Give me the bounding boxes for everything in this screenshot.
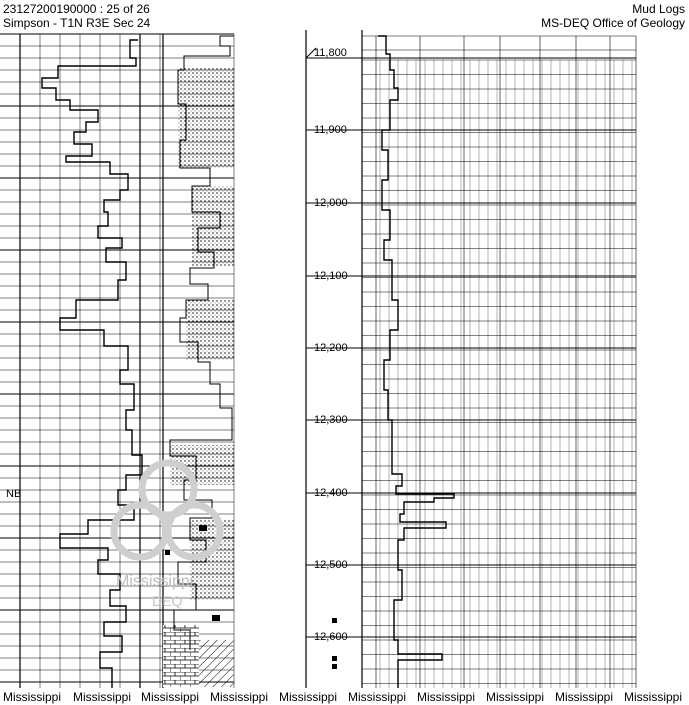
footer-watermark-label: Mississippi — [486, 690, 545, 704]
footer-watermark-label: Mississippi — [73, 690, 132, 704]
right-log-dark-mark — [332, 656, 337, 661]
footer-watermark-label: Mississippi — [555, 690, 614, 704]
footer-watermark-label: Mississippi — [141, 690, 200, 704]
watermark-subtext: DEQ — [152, 593, 183, 609]
footer-watermark-label: Mississippi — [210, 690, 269, 704]
lithology-dark-mark — [212, 615, 220, 621]
lithology-dark-mark — [199, 525, 207, 531]
right-log-dark-mark — [332, 618, 337, 623]
footer-watermark-label: Mississippi — [348, 690, 407, 704]
depth-label: 12,200 — [314, 342, 348, 354]
depth-label: 12,100 — [314, 270, 348, 282]
lithology-dotted-fill — [170, 445, 234, 485]
agency-label: MS-DEQ Office of Geology — [541, 16, 685, 30]
depth-label: 12,500 — [314, 559, 348, 571]
depth-label: 11,800 — [314, 47, 347, 59]
footer-watermark-label: Mississippi — [624, 690, 683, 704]
depth-label: 12,000 — [314, 197, 348, 209]
drill-rate-curve — [42, 40, 142, 688]
lithology-dotted-fill — [186, 300, 234, 360]
depth-label: 11,900 — [314, 124, 347, 136]
footer-watermark-label: Mississippi — [279, 690, 338, 704]
document-type-label: Mud Logs — [632, 2, 685, 16]
lithology-hatch-pattern — [199, 640, 234, 687]
footer-watermark-label: Mississippi — [3, 690, 62, 704]
depth-label: 12,600 — [314, 631, 348, 643]
lithology-dark-mark — [165, 550, 170, 555]
depth-label: 12,400 — [314, 487, 348, 499]
right-log-dark-mark — [332, 664, 337, 669]
left-log-panel — [0, 34, 234, 688]
watermark-text: Mississippi — [116, 573, 194, 590]
lithology-dotted-fill — [192, 186, 234, 266]
lithology-dotted-fill — [190, 520, 234, 600]
well-api-page-label: 23127200190000 : 25 of 26 — [3, 2, 150, 16]
footer-watermark-row — [0, 688, 689, 705]
right-log-panel — [306, 30, 636, 688]
lithology-brick-pattern — [163, 625, 199, 687]
depth-label: 12,300 — [314, 414, 348, 426]
formation-marker-nb: NB — [6, 488, 22, 500]
well-location-label: Simpson - T1N R3E Sec 24 — [3, 16, 151, 30]
footer-watermark-label: Mississippi — [417, 690, 476, 704]
